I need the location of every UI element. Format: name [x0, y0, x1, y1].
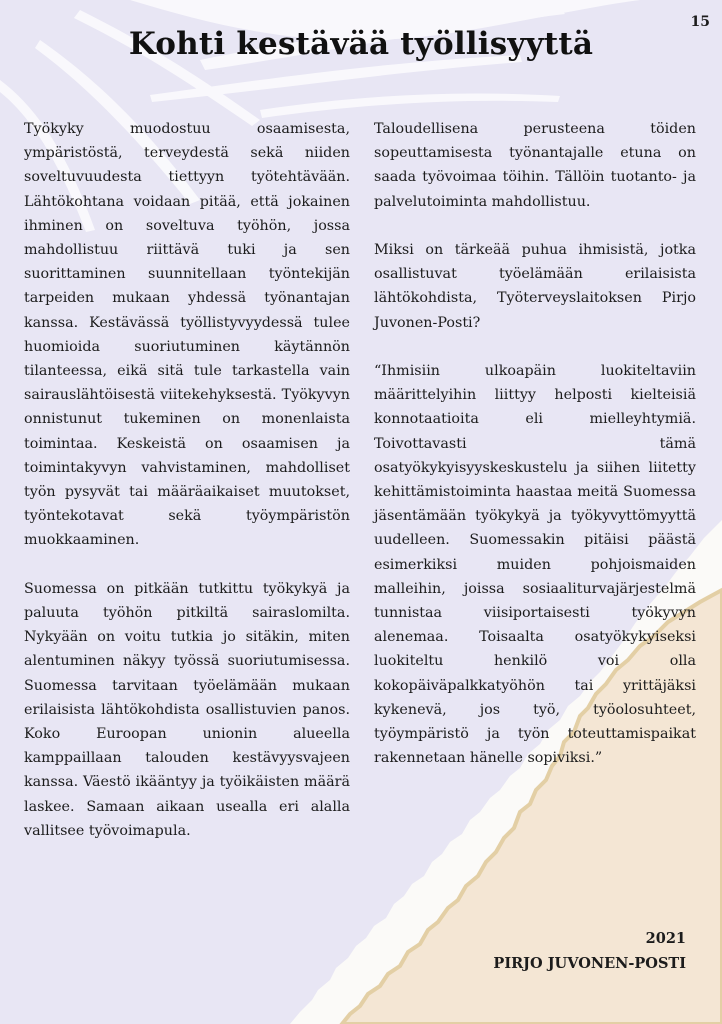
signature [493, 926, 686, 976]
paragraph: Suomessa on pitkään tutkittu työkykyä ja paluuta työhön pitkiltä sairaslomilta. Nykyään on voitu tutkia jo sitäkin, miten alentuminen näkyy työssä suoriutumisessa. Suomessa tarvitaan työelämään mukaan erilaisista lähtökohdista osallistuvien panos. Koko Euroopan unionin alueella kamppaillaan talouden kestävyysvajeen kanssa. Väestö ikääntyy ja työikäisten määrä laskee. Samaan aikaan usealla eri alalla vallitsee työvoimapula. [24, 580, 350, 839]
paragraph: Taloudellisena perusteena töiden sopeuttamisesta työnantajalle etuna on saada työvoimaa töihin. Tällöin tuotanto- ja palvelutoiminta mahdollistuu. [374, 121, 696, 210]
page-title: Kohti kestävää työllisyyttä [128, 26, 594, 62]
page-number: 15 [690, 14, 710, 30]
brush-streak [260, 94, 560, 118]
signature-author: PIRJO JUVONEN-POSTI [493, 955, 686, 972]
paragraph: Työkyky muodostuu osaamisesta, ympäristöstä, terveydestä sekä niiden soveltuvuudesta tiettyyn työtehtävään. Lähtökohtana voidaan pitää, että jokainen ihminen on soveltuva työhön, jossa mahdollistuu riittävä tuki ja sen suorittaminen suunnitellaan työntekijän tarpeiden mukaan yhdessä työnantajan kanssa. Kestävässä työllistyvyydessä tulee huomioida suoriutuminen käytännön tilanteessa, eikä sitä tule tarkastella vain sairauslähtöisestä viitekehyksestä. Työkyvyn onnistunut tukeminen on monenlaista toimintaa. Keskeistä on osaamisen ja toimintakyvyn vahvistaminen, mahdolliset työn pysyvät tai määräaikaiset muutokset, työntekotavat sekä työympäristön muokkaaminen. [24, 121, 350, 549]
left-column [24, 117, 350, 867]
quote-paragraph: “Ihmisiin ulkoapäin luokiteltaviin määrittelyihin liittyy helposti kielteisiä konnotaatioita eli mielleyhtymiä. Toivottavasti tämä osatyökykyisyyskeskustelu ja siihen liitetty kehittämistoiminta haastaa meitä Suomessa jäsentämään työkykyä ja työkyvyttömyyttä uudelleen. Suomessakin pitäisi päästä esimerkiksi muiden pohjoismaiden malleihin, joissa sosiaaliturvajärjestelmä tunnistaa viisiportaisesti työkyvyn alenemaa. Toisaalta osatyökykyiseksi luokiteltu henkilö voi olla kokopäiväpalkkatyöhön tai yrittäjäksi kykenevä, jos työ, työolosuhteet, työympäristö ja työn toteuttamispaikat rakennetaan hänelle sopiviksi.” [374, 363, 696, 767]
signature-year: 2021 [645, 930, 686, 947]
question-paragraph: Miksi on tärkeää puhua ihmisistä, jotka osallistuvat työelämään erilaisista lähtökohdista, Työterveyslaitoksen Pirjo Juvonen-Posti? [374, 242, 696, 331]
right-column [374, 117, 696, 795]
